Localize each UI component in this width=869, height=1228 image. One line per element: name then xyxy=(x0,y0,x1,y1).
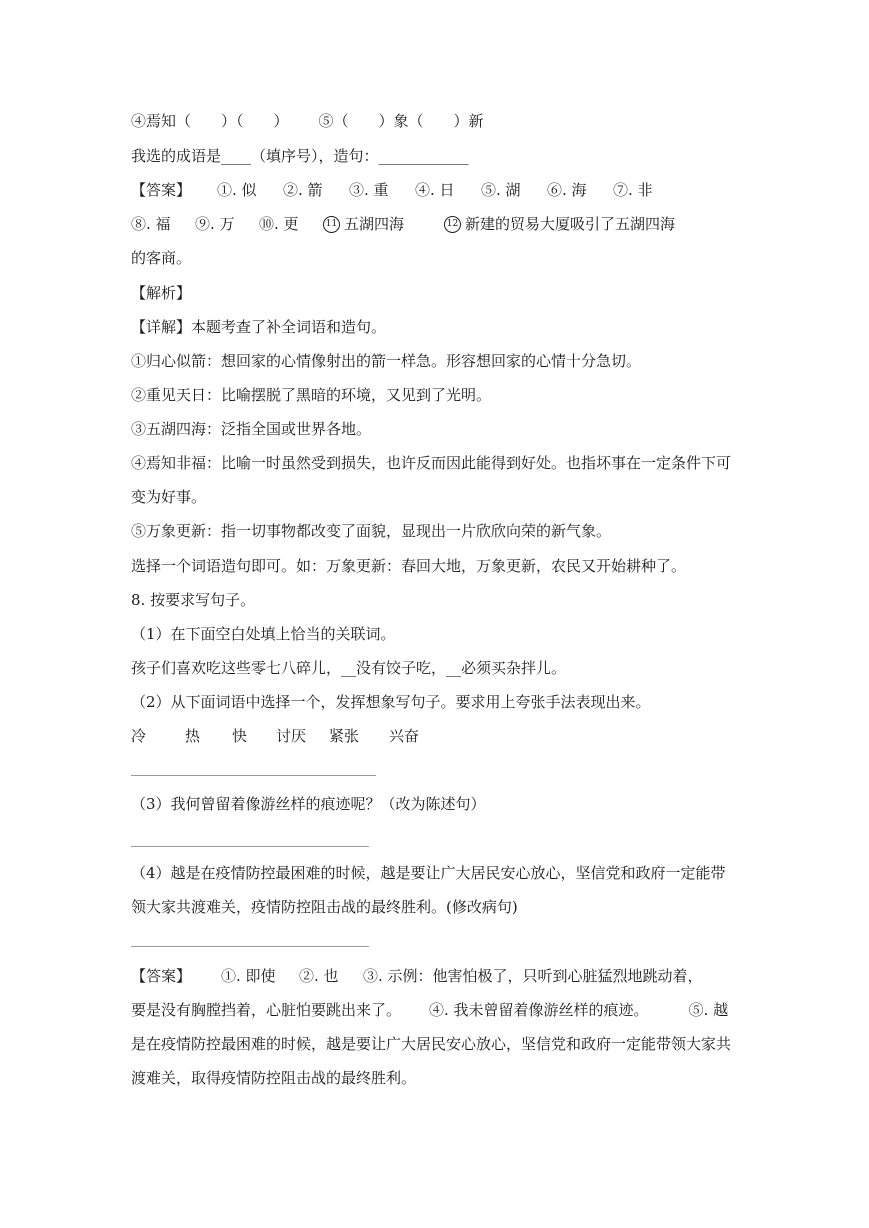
idiom-4-blank: ④焉知（ ）（ ） xyxy=(131,112,289,130)
q8-answer-row-2 xyxy=(131,1000,751,1020)
idiom-5-blank: ⑤（ ）象（ ）新 xyxy=(318,112,484,130)
answer-item: ②. 也 xyxy=(299,967,339,985)
sub-question-2: （2）从下面词语中选择一个，发挥想象写句子。要求用上夸张手法表现出来。 xyxy=(131,693,651,711)
answer-item: ⑦. 非 xyxy=(613,181,653,199)
answer-row-2 xyxy=(131,214,751,234)
q8-answer-row-1 xyxy=(131,966,751,986)
explanation-line: ⑤万象更新：指一切事物都改变了面貌，显现出一片欣欣向荣的新气象。 xyxy=(131,522,612,540)
sub-question-4: （4）越是在疫情防控最困难的时候，越是要让广大居民安心放心，坚信党和政府一定能带 xyxy=(131,864,726,882)
answer-item: ⑤. 湖 xyxy=(481,181,521,199)
sub-question-1: （1）在下面空白处填上恰当的关联词。 xyxy=(131,625,396,643)
answer-blank-line xyxy=(131,775,376,776)
answer-item: ③. 重 xyxy=(349,181,389,199)
analysis-heading: 【解析】 xyxy=(131,284,192,302)
question-8-title: 8. 按要求写句子。 xyxy=(131,591,256,609)
answer-item: ⑥. 海 xyxy=(547,181,587,199)
answer-row-1 xyxy=(131,180,751,200)
idiom-blanks-line xyxy=(131,111,751,131)
answer-item: ⑨. 万 xyxy=(195,215,235,233)
word-choice: 快 xyxy=(232,727,248,745)
answer-item: 五湖四海 xyxy=(344,215,405,233)
answer-item: ④. 我未曾留着像游丝样的痕迹。 xyxy=(429,1001,649,1019)
answer-item: ⑧. 福 xyxy=(131,215,171,233)
answer-item: ⑤. 越 xyxy=(688,1001,729,1019)
word-choices xyxy=(131,726,751,746)
word-choice: 紧张 xyxy=(329,727,360,745)
word-choice: 热 xyxy=(185,727,201,745)
word-choice: 冷 xyxy=(131,727,147,745)
answer-item: ①. 即使 xyxy=(221,967,276,985)
explanation-line: ③五湖四海：泛指全国或世界各地。 xyxy=(131,420,372,438)
answer-item: 要是没有胸膛挡着，心脏怕要跳出来了。 xyxy=(131,1001,402,1019)
answer-item: ⑩. 更 xyxy=(259,215,299,233)
q8-answer-row-3: 是在疫情防控最困难的时候，越是要让广大居民安心放心，坚信党和政府一定能带领大家共 xyxy=(131,1035,732,1053)
answer-item: ②. 箭 xyxy=(283,181,323,199)
sub-question-4-cont: 领大家共渡难关，疫情防控阻击战的最终胜利。(修改病句) xyxy=(131,898,518,916)
circled-number-12: 12 xyxy=(444,216,461,233)
answer-item: 新建的贸易大厦吸引了五湖四海 xyxy=(465,215,676,233)
circled-number-11: 11 xyxy=(323,216,340,233)
explanation-line: ①归心似箭：想回家的心情像射出的箭一样急。形容想回家的心情十分急切。 xyxy=(131,352,642,370)
word-choice: 兴奋 xyxy=(389,727,420,745)
answer-row-3: 的客商。 xyxy=(131,249,192,267)
answer-blank-line xyxy=(131,846,369,847)
explanation-line: 变为好事。 xyxy=(131,488,207,506)
explanation-line: ②重见天日：比喻摆脱了黑暗的环境，又见到了光明。 xyxy=(131,386,492,404)
sub-question-3: （3）我何曾留着像游丝样的痕迹呢？（改为陈述句） xyxy=(131,795,486,813)
answer-label: 【答案】 xyxy=(131,181,192,199)
answer-item: ③. 示例：他害怕极了，只听到心脏猛烈地跳动着， xyxy=(363,967,703,985)
explanation-line: 选择一个词语造句即可。如：万象更新：春回大地，万象更新，农民又开始耕种了。 xyxy=(131,557,687,575)
answer-label: 【答案】 xyxy=(131,967,192,985)
word-choice: 讨厌 xyxy=(276,727,307,745)
answer-item: ①. 似 xyxy=(217,181,257,199)
answer-item: ④. 日 xyxy=(415,181,455,199)
detail-line: 【详解】本题考查了补全词语和造句。 xyxy=(131,318,387,336)
sub-question-1-sentence: 孩子们喜欢吃这些零七八碎儿，__没有饺子吃，__必须买杂拌儿。 xyxy=(131,659,567,677)
explanation-line: ④焉知非福：比喻一时虽然受到损失，也许反而因此能得到好处。也指坏事在一定条件下可 xyxy=(131,454,732,472)
answer-blank-line xyxy=(131,946,369,947)
choice-line: 我选的成语是____（填序号），造句：____________ xyxy=(131,147,469,165)
q8-answer-row-4: 渡难关，取得疫情防控阻击战的最终胜利。 xyxy=(131,1069,417,1087)
